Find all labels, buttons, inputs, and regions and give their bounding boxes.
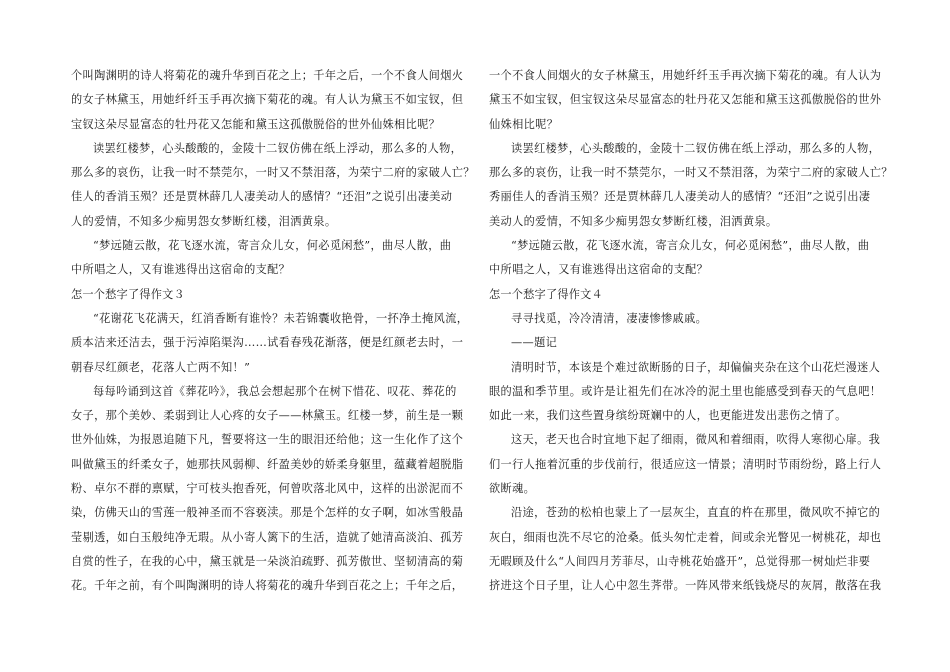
text-line: 人的爱情，不知多少痴男怨女梦断红楼，泪洒黄泉。 <box>71 214 337 228</box>
text-line: 挤进这个日子里，让人心中忽生荠带。一阵风带来纸钱烧尽的灰屑，散落在我 <box>489 579 882 593</box>
text-line: 读罢红楼梦，心头酸酸的，金陵十二钗仿佛在纸上浮动，那么多的人物， <box>511 141 881 155</box>
text-line: 灰白，细雨也洗不尽它的沧桑。低头匆忙走着，间或余光瞥见一树桃花，却也 <box>489 530 882 544</box>
text-line: 美动人的爱情，不知多少痴男怨女梦断红楼，泪洒黄泉。 <box>489 214 778 228</box>
text-line: 朝春尽红颜老，花落人亡两不知！” <box>71 360 251 374</box>
text-line: 中所唱之人，又有谁逃得出这宿命的支配？ <box>489 263 709 277</box>
text-line: 黛玉不如宝钗，但宝钗这朵尽显富态的牡丹花又怎能和黛玉这孤傲脱俗的世外 <box>489 93 882 107</box>
text-line: “梦远随云散，花飞逐水流，寄言众儿女，何必觅闲愁”，曲尽人散，曲 <box>511 239 870 253</box>
left-column <box>71 64 475 599</box>
text-line: 清明时节，本该是个难过欲断肠的日子，却偏偏夹杂在这个山花烂漫迷人 <box>511 360 881 374</box>
text-line: 佳人的香消玉殒？还是贾林薛几人凄美动人的感情？“还泪”之说引出凄美动 <box>71 190 453 204</box>
text-line: 粉、卓尔不群的禀赋，宁可枝头抱香死，何曾吹落北风中，这样的出淤泥而不 <box>71 482 464 496</box>
text-line: 质本洁来还洁去，强于污淖陷渠沟……试看春残花渐落，便是红颜老去时，一 <box>71 336 464 350</box>
text-line: 无暇顾及什么“人间四月芳菲尽，山寺桃花始盛开”，总觉得那一树灿烂非要 <box>489 554 871 568</box>
text-line: 世外仙姝，为报恩追随下凡，誓要将这一生的眼泪还给他；这一生化作了这个 <box>71 433 464 447</box>
epigraph-attribution: ——题记 <box>511 336 558 350</box>
text-line: “梦远随云散，花飞逐水流，寄言众儿女，何必觅闲愁”，曲尽人散，曲 <box>93 239 452 253</box>
section-heading: 怎一个愁字了得作文３ <box>71 287 185 301</box>
epigraph-line: 寻寻找觅，冷冷清清，凄凄惨惨戚戚。 <box>511 311 708 325</box>
text-line: 这天，老天也合时宜地下起了细雨，微风和着细雨，吹得人寒彻心扉。我 <box>511 433 881 447</box>
text-line: 染，仿佛天山的雪莲一般神圣而不容亵渎。那是个怎样的女子啊，如冰雪般晶 <box>71 506 464 520</box>
text-line: “花谢花飞花满天，红消香断有谁怜？未若锦囊收艳骨，一抔净土掩风流， <box>93 311 469 325</box>
text-line: 读罢红楼梦，心头酸酸的，金陵十二钗仿佛在纸上浮动，那么多的人物， <box>93 141 463 155</box>
text-line: 莹剔透，如白玉般纯净无瑕。从小寄人篱下的生活，造就了她清高淡泊、孤芳 <box>71 530 464 544</box>
text-line: 眼的温和季节里。或许是让祖先们在冰冷的泥土里也能感受到春天的气息吧！ <box>489 384 882 398</box>
text-line: 一个不食人间烟火的女子林黛玉，用她纤纤玉手再次摘下菊花的魂。有人认为 <box>489 69 882 82</box>
text-line: 的女子林黛玉，用她纤纤玉手再次摘下菊花的魂。有人认为黛玉不如宝钗，但 <box>71 93 464 107</box>
text-line: 个叫陶渊明的诗人将菊花的魂升华到百花之上；千年之后，一个不食人间烟火 <box>71 69 464 82</box>
text-line: 自赏的性子，在我的心中，黛玉就是一朵淡泊疏野、孤芳傲世、坚韧清高的菊 <box>71 554 464 568</box>
text-line: 女子，那个美妙、柔弱到让人心疼的女子——林黛玉。红楼一梦，前生是一颗 <box>71 409 464 423</box>
text-line: 沿途，苍劲的松柏也蒙上了一层灰尘，直直的杵在那里，微风吹不掉它的 <box>511 506 881 520</box>
text-line: 仙姝相比呢？ <box>489 117 559 131</box>
text-line: 那么多的哀伤，让我一时不禁莞尔，一时又不禁泪落，为荣宁二府的家破人亡？ <box>489 166 893 180</box>
text-line: 欲断魂。 <box>489 482 536 496</box>
text-line: 宝钗这朵尽显富态的牡丹花又怎能和黛玉这孤傲脱俗的世外仙姝相比呢？ <box>71 117 441 131</box>
text-line: 秀丽佳人的香消玉殒？还是贾林薛几人凄美动人的感情？“还泪”之说引出凄 <box>489 190 871 204</box>
text-line: 那么多的哀伤，让我一时不禁莞尔，一时又不禁泪落，为荣宁二府的家破人亡？ <box>71 166 475 180</box>
text-line: 中所唱之人，又有谁逃得出这宿命的支配？ <box>71 263 291 277</box>
section-heading: 怎一个愁字了得作文４ <box>489 287 603 301</box>
text-line: 们一行人拖着沉重的步伐前行，很适应这一情景；清明时节雨纷纷，路上行人 <box>489 457 882 471</box>
text-line: 叫做黛玉的纤柔女子，她那扶风弱柳、纤盈美妙的娇柔身躯里，蕴藏着超脱脂 <box>71 457 464 471</box>
right-column <box>489 64 893 599</box>
text-line: 花。千年之前，有个叫陶渊明的诗人将菊花的魂升华到百花之上；千年之后， <box>71 579 464 593</box>
text-line: 如此一来，我们这些置身缤纷斑斓中的人，也更能进发出悲伤之情了。 <box>489 409 847 423</box>
text-line: 每每吟诵到这首《葬花吟》，我总会想起那个在树下惜花、叹花、葬花的 <box>93 384 457 398</box>
